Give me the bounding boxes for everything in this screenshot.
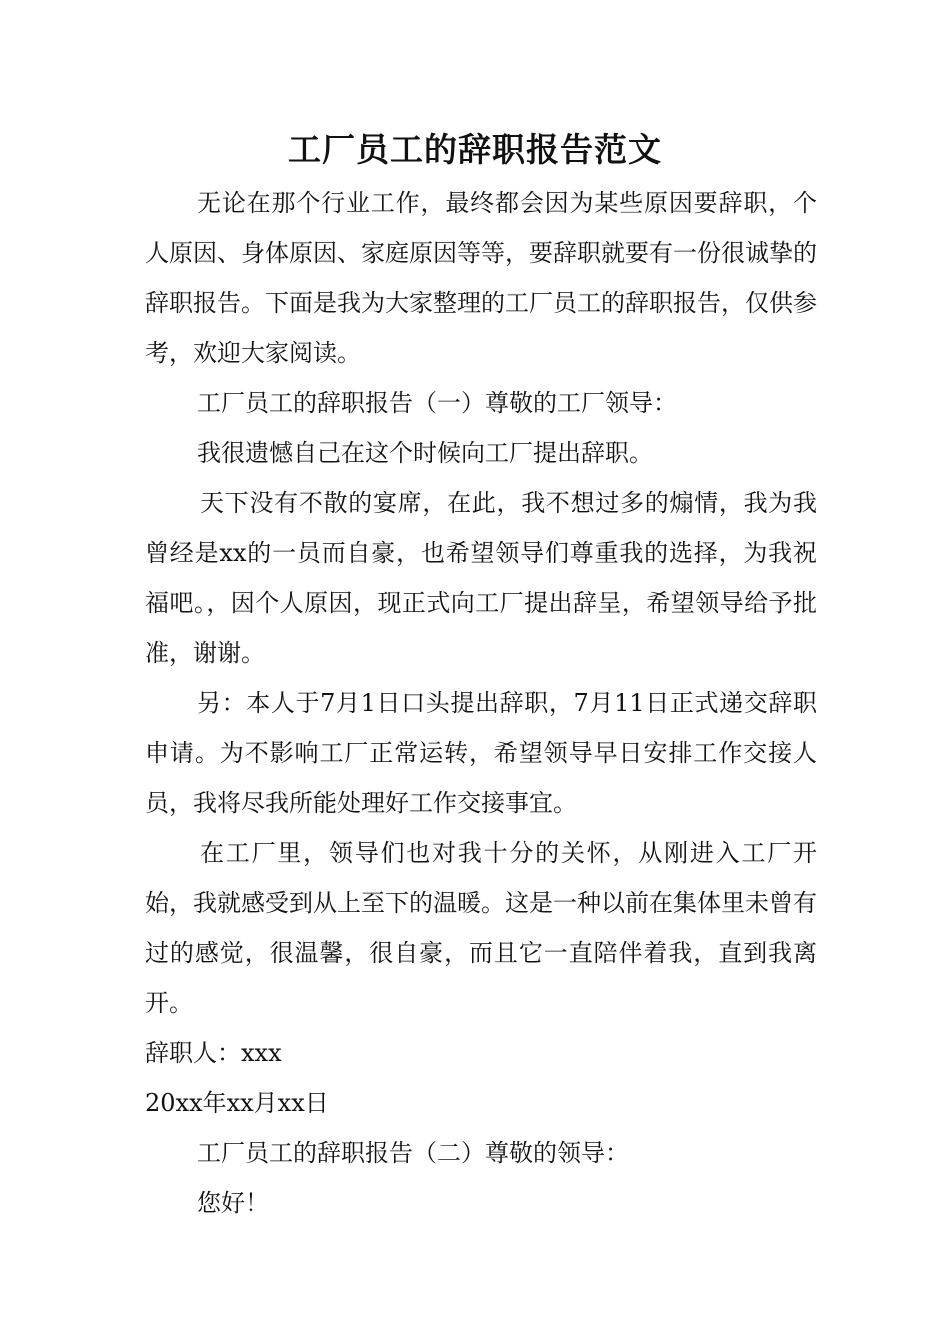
signature-line: 辞职人：xxx: [145, 1039, 282, 1067]
greeting-line: 您好！: [197, 1189, 269, 1217]
body-paragraph: 另：本人于7月1日口头提出辞职，7月11日正式递交辞职申请。为不影响工厂正常运转，希望领导早日安排工作交接人员，我将尽我所能处理好工作交接事宜。: [145, 689, 817, 817]
intro-paragraph: 无论在那个行业工作，最终都会因为某些原因要辞职，个人原因、身体原因、家庭原因等等，要辞职就要有一份很诚挚的辞职报告。下面是我为大家整理的工厂员工的辞职报告，仅供参考，欢迎大家阅读。: [145, 189, 817, 367]
document-title: 工厂员工的辞职报告范文: [288, 130, 662, 169]
body-paragraph: 我很遗憾自己在这个时候向工厂提出辞职。: [197, 439, 653, 467]
date-line: 20xx年xx月xx日: [145, 1089, 329, 1117]
section-two-heading: 工厂员工的辞职报告（二）尊敬的领导：: [197, 1139, 629, 1167]
section-one-heading: 工厂员工的辞职报告（一）尊敬的工厂领导：: [197, 389, 677, 417]
document-body: [145, 178, 817, 1228]
body-paragraph: 在工厂里，领导们也对我十分的关怀，从刚进入工厂开始，我就感受到从上至下的温暖。这是一种以前在集体里未曾有过的感觉，很温馨，很自豪，而且它一直陪伴着我，直到我离开。: [145, 839, 817, 1017]
body-paragraph: 天下没有不散的宴席，在此，我不想过多的煽情，我为我曾经是xx的一员而自豪，也希望领导们尊重我的选择，为我祝福吧。，因个人原因，现正式向工厂提出辞呈，希望领导给予批准，谢谢。: [145, 489, 817, 667]
